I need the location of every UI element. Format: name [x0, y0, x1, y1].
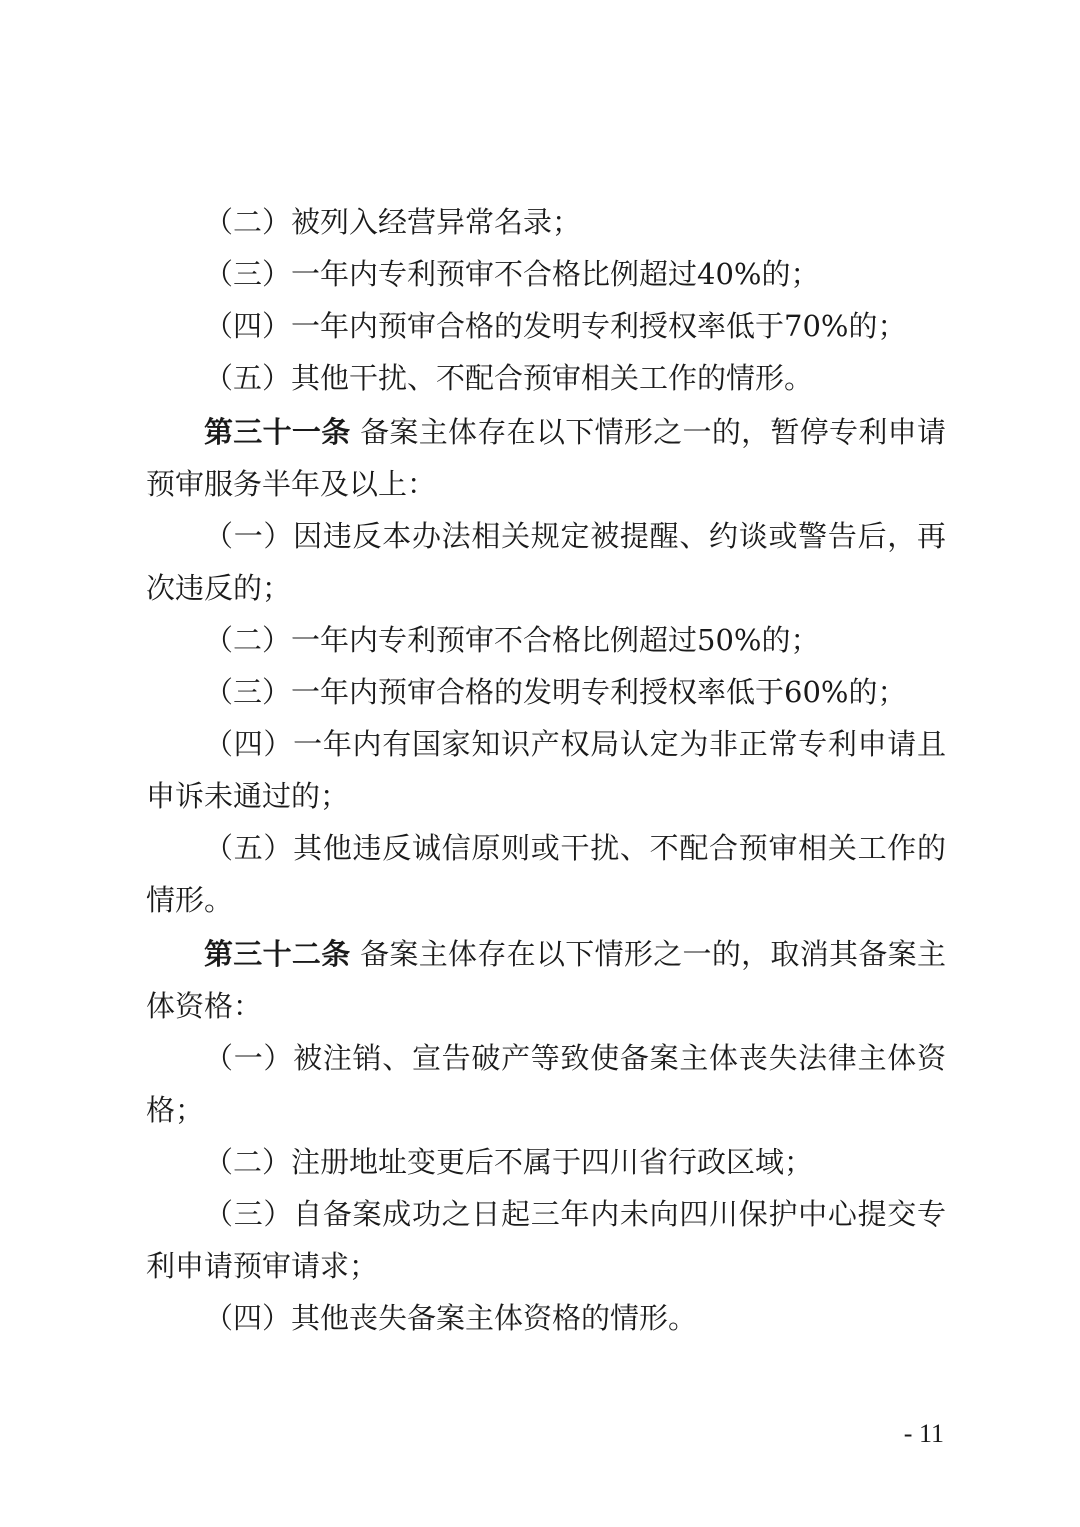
paragraph-line: 预审服务半年及以上：: [146, 467, 437, 501]
paragraph-line: （三）一年内预审合格的发明专利授权率低于60%的；: [204, 675, 907, 709]
paragraph-line: 格；: [146, 1093, 205, 1127]
paragraph-line: （一）被注销、宣告破产等致使备案主体丧失法律主体资: [204, 1041, 946, 1075]
paragraph-line: 体资格：: [146, 989, 263, 1023]
article-31-line: [204, 406, 946, 458]
paragraph-line: （四）其他丧失备案主体资格的情形。: [204, 1301, 698, 1335]
paragraph-line: （三）一年内专利预审不合格比例超过40%的；: [204, 257, 820, 291]
article-32-heading: 第三十二条: [204, 937, 351, 971]
paragraph-line: （四）一年内有国家知识产权局认定为非正常专利申请且: [204, 727, 946, 761]
paragraph-line: （四）一年内预审合格的发明专利授权率低于70%的；: [204, 309, 907, 343]
paragraph-line: 次违反的；: [146, 571, 292, 605]
paragraph-line: （五）其他干扰、不配合预审相关工作的情形。: [204, 361, 814, 395]
paragraph-line: （二）被列入经营异常名录；: [204, 205, 582, 239]
paragraph-line: （二）注册地址变更后不属于四川省行政区域；: [204, 1145, 814, 1179]
article-32-text: 备案主体存在以下情形之一的，取消其备案主: [360, 937, 946, 971]
paragraph-line: （二）一年内专利预审不合格比例超过50%的；: [204, 623, 820, 657]
article-31-heading: 第三十一条: [204, 415, 351, 449]
paragraph-line: （一）因违反本办法相关规定被提醒、约谈或警告后，再: [204, 519, 946, 553]
article-32-line: [204, 928, 946, 980]
paragraph-line: （五）其他违反诚信原则或干扰、不配合预审相关工作的: [204, 831, 946, 865]
paragraph-line: （三）自备案成功之日起三年内未向四川保护中心提交专: [204, 1197, 946, 1231]
page-number: - 11: [903, 1419, 944, 1448]
paragraph-line: 情形。: [146, 883, 234, 917]
article-31-text: 备案主体存在以下情形之一的，暂停专利申请: [360, 415, 946, 449]
paragraph-line: 申诉未通过的；: [146, 779, 350, 813]
paragraph-line: 利申请预审请求；: [146, 1249, 379, 1283]
